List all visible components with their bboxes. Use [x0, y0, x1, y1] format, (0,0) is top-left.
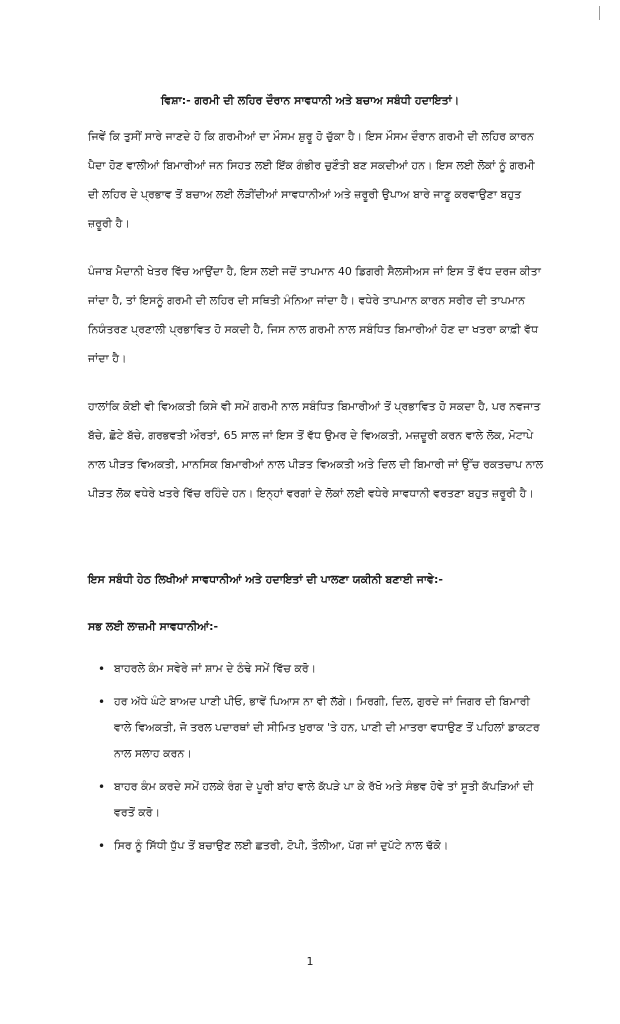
list-item: • ਬਾਹਰ ਕੰਮ ਕਰਦੇ ਸਮੇਂ ਹਲਕੇ ਰੰਗ ਦੇ ਪੂਰੀ ਬਾਂਹ ਵਾਲੇ ਕੱਪੜੇ ਪਾ ਕੇ ਰੱਖੋ ਅਤੇ ਸੰਭਵ ਹੋਵੇ ਤਾਂ ਸੂਤੀ ਕੱਪੜਿਆਂ ਦੀ ਵਰਤੋਂ ਕਰੋ। [98, 774, 548, 826]
precautions-list [98, 656, 548, 866]
instruction-note: ਇਸ ਸਬੰਧੀ ਹੇਠ ਲਿਖੀਆਂ ਸਾਵਧਾਨੀਆਂ ਅਤੇ ਹਦਾਇਤਾਂ ਦੀ ਪਾਲਣਾ ਯਕੀਨੀ ਬਣਾਈ ਜਾਵੇ:- [88, 573, 443, 586]
precautions-heading: ਸਭ ਲਈ ਲਾਜ਼ਮੀ ਸਾਵਧਾਨੀਆਂ:- [88, 620, 219, 633]
list-item: • ਸਿਰ ਨੂੰ ਸਿੱਧੀ ਧੁੱਪ ਤੋਂ ਬਚਾਉਣ ਲਈ ਛਤਰੀ, ਟੋਪੀ, ਤੌਲੀਆ, ਪੱਗ ਜਾਂ ਦੁਪੱਟੇ ਨਾਲ ਢੱਕੋ। [98, 833, 548, 859]
paragraph-vulnerable-groups: ਹਾਲਾਂਕਿ ਕੋਈ ਵੀ ਵਿਅਕਤੀ ਕਿਸੇ ਵੀ ਸਮੇਂ ਗਰਮੀ ਨਾਲ ਸਬੰਧਿਤ ਬਿਮਾਰੀਆਂ ਤੋਂ ਪ੍ਰਭਾਵਿਤ ਹੋ ਸਕਦਾ ਹੈ, ਪਰ ਨਵਜਾਤ ਬੱਚੇ, ਛੋਟੇ ਬੱਚੇ, ਗਰਭਵਤੀ ਔਰਤਾਂ, 65 ਸਾਲ ਜਾਂ ਇਸ ਤੋਂ ਵੱਧ ਉਮਰ ਦੇ ਵਿਅਕਤੀ, ਮਜ਼ਦੂਰੀ ਕਰਨ ਵਾਲੇ ਲੋਕ, ਮੋਟਾਪੇ ਨਾਲ ਪੀੜਤ ਵਿਅਕਤੀ, ਮਾਨਸਿਕ ਬਿਮਾਰੀਆਂ ਨਾਲ ਪੀੜਤ ਵਿਅਕਤੀ ਅਤੇ ਦਿਲ ਦੀ ਬਿਮਾਰੀ ਜਾਂ ਉੱਚ ਰਕਤਚਾਪ ਨਾਲ ਪੀੜਤ ਲੋਕ ਵਧੇਰੇ ਖਤਰੇ ਵਿੱਚ ਰਹਿੰਦੇ ਹਨ। ਇਨ੍ਹਾਂ ਵਰਗਾਂ ਦੇ ਲੋਕਾਂ ਲਈ ਵਧੇਰੇ ਸਾਵਧਾਨੀ ਵਰਤਣਾ ਬਹੁਤ ਜ਼ਰੂਰੀ ਹੈ। [88, 400, 544, 500]
page-number: 1 [306, 955, 314, 968]
scan-mark [599, 6, 600, 20]
subject-line: ਵਿਸ਼ਾ:- ਗਰਮੀ ਦੀ ਲਹਿਰ ਦੌਰਾਨ ਸਾਵਧਾਨੀ ਅਤੇ ਬਚਾਅ ਸਬੰਧੀ ਹਦਾਇਤਾਂ। [160, 94, 460, 107]
paragraph-intro: ਜਿਵੇਂ ਕਿ ਤੁਸੀਂ ਸਾਰੇ ਜਾਣਦੇ ਹੋ ਕਿ ਗਰਮੀਆਂ ਦਾ ਮੌਸਮ ਸ਼ੁਰੂ ਹੋ ਚੁੱਕਾ ਹੈ। ਇਸ ਮੌਸਮ ਦੌਰਾਨ ਗਰਮੀ ਦੀ ਲਹਿਰ ਕਾਰਨ ਪੈਦਾ ਹੋਣ ਵਾਲੀਆਂ ਬਿਮਾਰੀਆਂ ਜਨ ਸਿਹਤ ਲਈ ਇੱਕ ਗੰਭੀਰ ਚੁਣੌਤੀ ਬਣ ਸਕਦੀਆਂ ਹਨ। ਇਸ ਲਈ ਲੋਕਾਂ ਨੂੰ ਗਰਮੀ ਦੀ ਲਹਿਰ ਦੇ ਪ੍ਰਭਾਵ ਤੋਂ ਬਚਾਅ ਲਈ ਲੋੜੀਂਦੀਆਂ ਸਾਵਧਾਨੀਆਂ ਅਤੇ ਜ਼ਰੂਰੀ ਉਪਾਅ ਬਾਰੇ ਜਾਣੂ ਕਰਵਾਉਣਾ ਬਹੁਤ ਜ਼ਰੂਰੀ ਹੈ। [88, 130, 535, 230]
paragraph-punjab-temperature: ਪੰਜਾਬ ਮੈਦਾਨੀ ਖੇਤਰ ਵਿੱਚ ਆਉਂਦਾ ਹੈ, ਇਸ ਲਈ ਜਦੋਂ ਤਾਪਮਾਨ 40 ਡਿਗਰੀ ਸੈਲਸੀਅਸ ਜਾਂ ਇਸ ਤੋਂ ਵੱਧ ਦਰਜ ਕੀਤਾ ਜਾਂਦਾ ਹੈ, ਤਾਂ ਇਸਨੂੰ ਗਰਮੀ ਦੀ ਲਹਿਰ ਦੀ ਸਥਿਤੀ ਮੰਨਿਆ ਜਾਂਦਾ ਹੈ। ਵਧੇਰੇ ਤਾਪਮਾਨ ਕਾਰਨ ਸਰੀਰ ਦੀ ਤਾਪਮਾਨ ਨਿਯੰਤਰਣ ਪ੍ਰਣਾਲੀ ਪ੍ਰਭਾਵਿਤ ਹੋ ਸਕਦੀ ਹੈ, ਜਿਸ ਨਾਲ ਗਰਮੀ ਨਾਲ ਸਬੰਧਿਤ ਬਿਮਾਰੀਆਂ ਹੋਣ ਦਾ ਖਤਰਾ ਕਾਫ਼ੀ ਵੱਧ ਜਾਂਦਾ ਹੈ। [88, 265, 541, 365]
list-item: • ਬਾਹਰਲੇ ਕੰਮ ਸਵੇਰੇ ਜਾਂ ਸ਼ਾਮ ਦੇ ਠੰਢੇ ਸਮੇਂ ਵਿੱਚ ਕਰੋ। [98, 656, 548, 682]
list-item: • ਹਰ ਅੱਧੇ ਘੰਟੇ ਬਾਅਦ ਪਾਣੀ ਪੀਓ, ਭਾਵੇਂ ਪਿਆਸ ਨਾ ਵੀ ਲੱਗੇ। ਮਿਰਗੀ, ਦਿਲ, ਗੁਰਦੇ ਜਾਂ ਜਿਗਰ ਦੀ ਬਿਮਾਰੀ ਵਾਲੇ ਵਿਅਕਤੀ, ਜੋ ਤਰਲ ਪਦਾਰਥਾਂ ਦੀ ਸੀਮਿਤ ਖੁਰਾਕ 'ਤੇ ਹਨ, ਪਾਣੀ ਦੀ ਮਾਤਰਾ ਵਧਾਉਣ ਤੋਂ ਪਹਿਲਾਂ ਡਾਕਟਰ ਨਾਲ ਸਲਾਹ ਕਰਨ। [98, 689, 548, 767]
